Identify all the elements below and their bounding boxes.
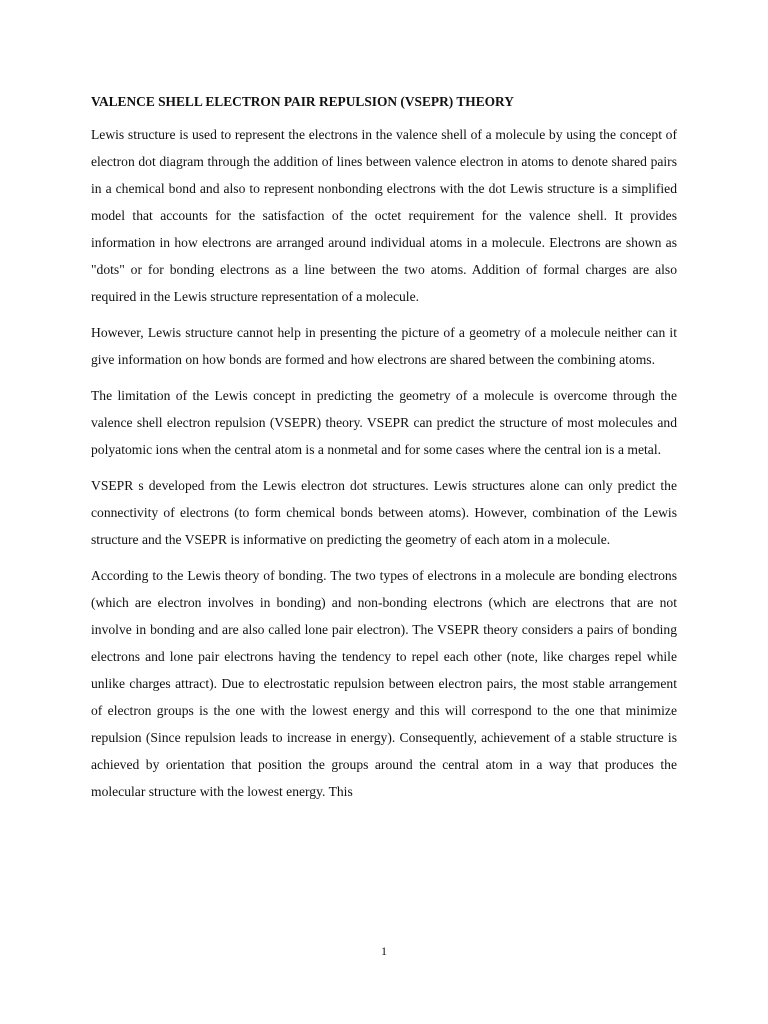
document-body	[91, 92, 677, 805]
paragraph-vsepr-development: VSEPR s developed from the Lewis electron dot structures. Lewis structures alone can only predict the connectivity of electrons (to form chemical bonds between atoms). However, combination of the Lewis structure and the VSEPR is informative on predicting the geometry of each atom in a molecule.	[91, 478, 677, 547]
paragraph-vsepr-intro: The limitation of the Lewis concept in predicting the geometry of a molecule is overcome through the valence shell electron repulsion (VSEPR) theory. VSEPR can predict the structure of most molecules and polyatomic ions when the central atom is a nonmetal and for some cases where the central ion is a metal.	[91, 388, 677, 457]
paragraph-lewis-limitation: However, Lewis structure cannot help in presenting the picture of a geometry of a molecule neither can it give information on how bonds are formed and how electrons are shared between the combining atoms.	[91, 325, 677, 367]
page-number: 1	[381, 944, 387, 958]
document-title: VALENCE SHELL ELECTRON PAIR REPULSION (VSEPR) THEORY	[91, 94, 514, 109]
paragraph-lewis-structure: Lewis structure is used to represent the electrons in the valence shell of a molecule by using the concept of electron dot diagram through the addition of lines between valence electron in atoms to denote shared pairs in a chemical bond and also to represent nonbonding electrons with the dot Lewis structure is a simplified model that accounts for the satisfaction of the octet requirement for the valence shell. It provides information in how electrons are arranged around individual atoms in a molecule. Electrons are shown as "dots" or for bonding electrons as a line between the two atoms. Addition of formal charges are also required in the Lewis structure representation of a molecule.	[91, 127, 677, 304]
paragraph-bonding-theory: According to the Lewis theory of bonding. The two types of electrons in a molecule are bonding electrons (which are electron involves in bonding) and non-bonding electrons (which are electrons that are not involve in bonding and are also called lone pair electron). The VSEPR theory considers a pairs of bonding electrons and lone pair electrons having the tendency to repel each other (note, like charges repel while unlike charges attract). Due to electrostatic repulsion between electron pairs, the most stable arrangement of electron groups is the one with the lowest energy and this will correspond to the one that minimize repulsion (Since repulsion leads to increase in energy). Consequently, achievement of a stable structure is achieved by orientation that position the groups around the central atom in a way that produces the molecular structure with the lowest energy. This	[91, 568, 677, 799]
